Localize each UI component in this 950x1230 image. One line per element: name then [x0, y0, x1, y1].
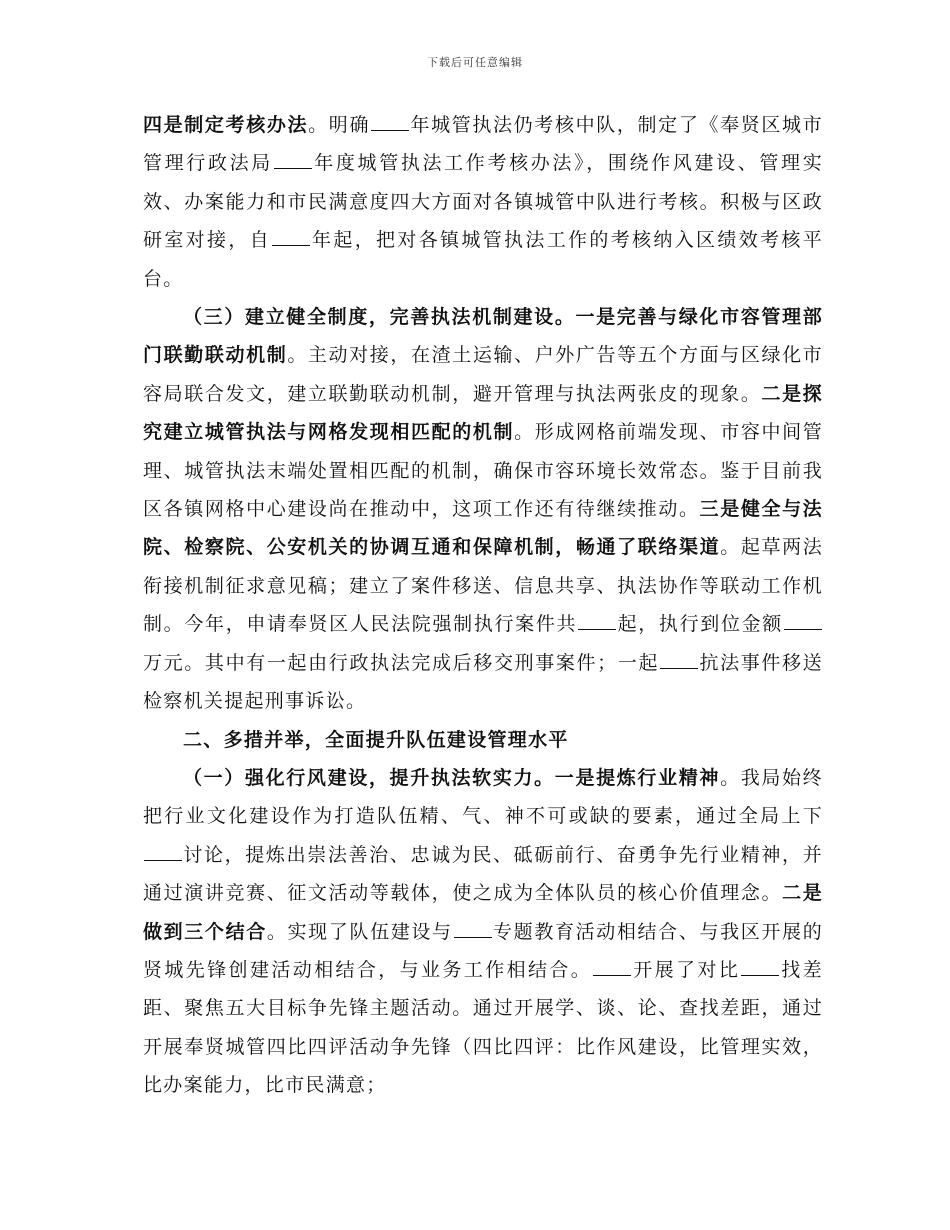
bold-text-run: （一）强化行风建设，提升执法软实力。一是提炼行业精神 [183, 766, 721, 789]
text-run: 专题教育活动相结合、与我区开展的贤城先锋创建活动相结合，与业务工作相结合。 [143, 920, 823, 981]
fill-in-blank [660, 652, 698, 669]
text-run: 。明确 [308, 114, 371, 136]
text-run: 抗法事件移送检察机关提起刑事诉讼。 [143, 651, 823, 713]
text-run: 起，执行到位金额 [617, 613, 783, 636]
bold-text-run: （三）建立健全制度，完善执法机制建设。一是完善与绿化市容管理部门联勤联动机制 [143, 306, 823, 367]
text-run: 万元。其中有一起由行政执法完成后移交刑事案件；一起 [143, 651, 660, 674]
paragraph-mechanism-building [143, 298, 823, 720]
fill-in-blank [784, 613, 822, 630]
fill-in-blank [274, 152, 312, 169]
fill-in-blank [578, 613, 616, 630]
bold-text-run: 三是健全与法院、检察院、公安机关的协调互通和保障机制，畅通了联络渠道 [143, 498, 823, 559]
text-run: 。主动对接，在渣土运输、户外广告等五个方面与区绿化市容局联合发文，建立联勤联动机制，避开管理与执法两张皮的现象。 [143, 344, 823, 405]
document-body [143, 106, 823, 1105]
paragraph-industry-style [143, 759, 823, 1105]
fill-in-blank [593, 959, 631, 976]
text-run: 年起，把对各镇城管执法工作的考核纳入区绩效考核平台。 [143, 229, 823, 290]
fill-in-blank [454, 921, 492, 938]
section-heading-team-building [143, 721, 823, 759]
bold-text-run: 二、多措并举，全面提升队伍建设管理水平 [183, 728, 569, 751]
fill-in-blank [144, 844, 182, 861]
text-run: 。我局始终把行业文化建设作为打造队伍精、气、神不可或缺的要素，通过全局上下 [143, 766, 823, 828]
text-run: 开展了对比 [632, 958, 741, 981]
bold-text-run: 二是探究建立城管执法与网格发现相匹配的机制 [143, 382, 823, 444]
fill-in-blank [741, 959, 779, 976]
bold-text-run: 四是制定考核办法 [143, 114, 309, 136]
page-header: 下载后可任意编辑 [427, 56, 523, 69]
text-run: 。实现了队伍建设与 [266, 920, 453, 943]
text-run: 。起草两法衔接机制征求意见稿；建立了案件移送、信息共享、执法协作等联动工作机制。今年，申请奉贤区人民法院强制执行案件共 [143, 536, 823, 636]
text-run: 讨论，提炼出崇法善治、忠诚为民、砥砺前行、奋勇争先行业精神，并通过演讲竞赛、征文活动等载体，使之成为全体队员的核心价值理念。 [143, 843, 823, 905]
bold-text-run: 二是做到三个结合 [143, 882, 823, 943]
text-run: 找差距、聚焦五大目标争先锋主题活动。通过开展学、谈、论、查找差距，通过开展奉贤城管四比四评活动争先锋（四比四评：比作风建设，比管理实效，比办案能力，比市民满意； [143, 958, 823, 1097]
text-run: 年城管执法仍考核中队，制定了《奉贤区城市管理行政法局 [143, 114, 823, 175]
text-run: 。形成网格前端发现、市容中间管理、城管执法末端处置相匹配的机制，确保市容环境长效常态。鉴于目前我区各镇网格中心建设尚在推动中，这项工作还有待继续推动。 [143, 421, 823, 521]
paragraph-assessment-method [143, 106, 823, 298]
text-run: 年度城管执法工作考核办法》，围绕作风建设、管理实效、办案能力和市民满意度四大方面对各镇城管中队进行考核。积极与区政研室对接，自 [143, 152, 823, 252]
fill-in-blank [371, 114, 409, 131]
fill-in-blank [272, 229, 310, 246]
